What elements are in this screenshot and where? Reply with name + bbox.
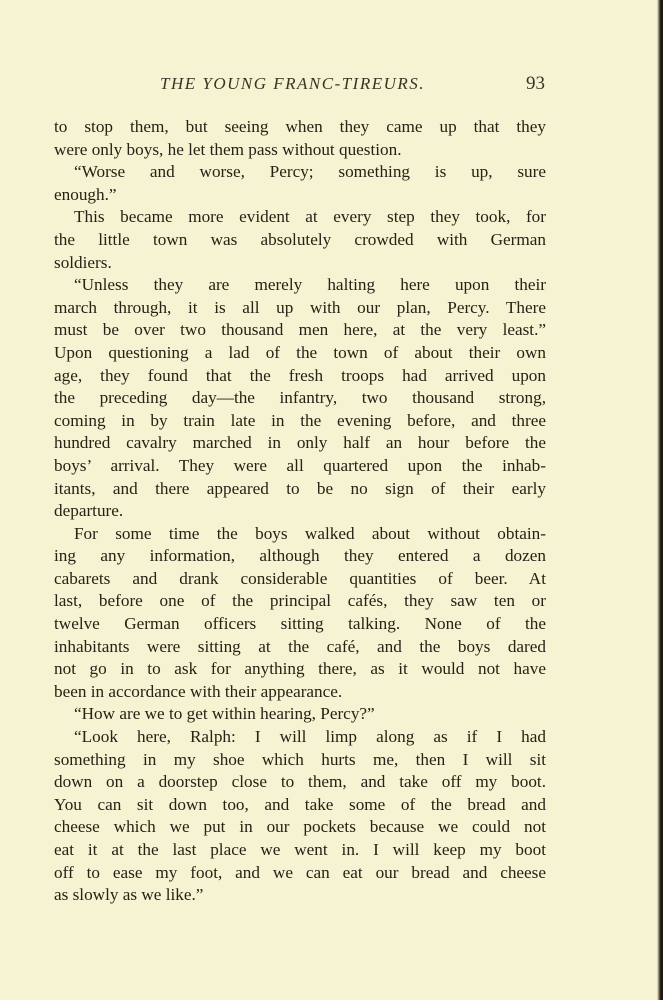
text-line: Upon questioning a lad of the town of about their own bbox=[54, 342, 546, 362]
text-line: inhabitants were sitting at the café, and the boys dared bbox=[54, 636, 546, 656]
text-line: down on a doorstep close to them, and take off my boot. bbox=[54, 772, 546, 792]
text-line: last, before one of the principal cafés, they saw ten or bbox=[54, 591, 546, 611]
body-text bbox=[54, 116, 546, 907]
text-line: been in accordance with their appearance. bbox=[54, 681, 343, 701]
text-line: the preceding day—the infantry, two thousand strong, bbox=[54, 388, 546, 408]
running-head: THE YOUNG FRANC-TIREURS. bbox=[160, 74, 426, 93]
text-line: the little town was absolutely crowded with German bbox=[54, 229, 546, 249]
text-line: “Look here, Ralph: I will limp along as if I had bbox=[74, 727, 546, 747]
text-line: age, they found that the fresh troops had arrived upon bbox=[54, 365, 546, 385]
text-line: “Unless they are merely halting here upon their bbox=[74, 275, 546, 295]
text-line: This became more evident at every step they took, for bbox=[74, 207, 546, 227]
text-line: hundred cavalry marched in only half an hour before the bbox=[54, 433, 546, 453]
text-line: off to ease my foot, and we can eat our bread and cheese bbox=[54, 862, 546, 882]
text-line: must be over two thousand men here, at the very least.” bbox=[54, 320, 546, 340]
text-line: boys’ arrival. They were all quartered upon the inhab- bbox=[54, 455, 546, 475]
page-number: 93 bbox=[526, 73, 545, 94]
text-line: to stop them, but seeing when they came up that they bbox=[54, 117, 546, 136]
page-edge-shadow bbox=[657, 0, 663, 1000]
text-line: as slowly as we like.” bbox=[54, 885, 204, 905]
text-line: cheese which we put in our pockets because we could not bbox=[54, 817, 546, 837]
text-line: twelve German officers sitting talking. None of the bbox=[54, 614, 546, 634]
text-line: cabarets and drank considerable quantities of beer. At bbox=[54, 568, 546, 588]
text-line: ing any information, although they entered a dozen bbox=[54, 546, 546, 566]
text-line: itants, and there appeared to be no sign of their early bbox=[54, 478, 546, 498]
text-line: were only boys, he let them pass without question. bbox=[54, 139, 402, 159]
text-line: coming in by train late in the evening before, and three bbox=[54, 410, 546, 430]
text-line: departure. bbox=[54, 501, 124, 521]
text-line: “Worse and worse, Percy; something is up, sure bbox=[74, 162, 546, 182]
text-line: enough.” bbox=[54, 184, 117, 204]
text-line: “How are we to get within hearing, Percy?” bbox=[74, 704, 375, 724]
text-line: For some time the boys walked about without obtain- bbox=[74, 523, 546, 543]
text-line: march through, it is all up with our plan, Percy. There bbox=[54, 297, 546, 317]
text-line: something in my shoe which hurts me, then I will sit bbox=[54, 749, 546, 769]
text-line: You can sit down too, and take some of the bread and bbox=[54, 794, 546, 814]
text-line: soldiers. bbox=[54, 252, 112, 272]
text-line: eat it at the last place we went in. I will keep my boot bbox=[54, 840, 546, 859]
text-line: not go in to ask for anything there, as it would not have bbox=[54, 659, 546, 679]
